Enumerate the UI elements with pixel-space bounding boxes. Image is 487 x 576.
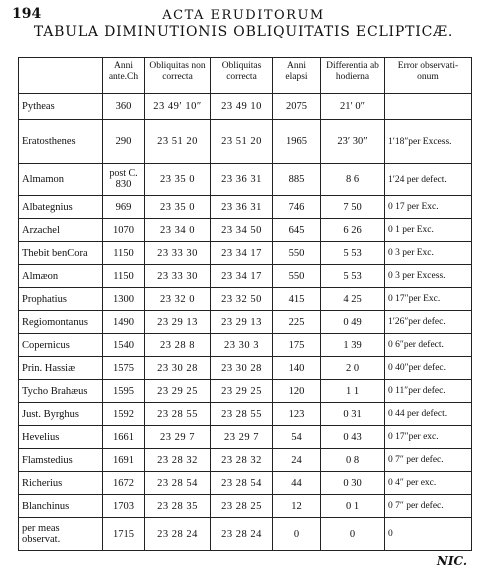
page-number: 194 xyxy=(12,6,42,22)
difference-value: 5 53 xyxy=(321,265,385,288)
table-row xyxy=(19,120,472,164)
year-value: 1540 xyxy=(113,339,134,351)
year-cell xyxy=(103,380,145,403)
observation-error: 0 6″per defect. xyxy=(385,334,472,357)
observation-error: 1′24 per defect. xyxy=(385,164,472,196)
years-elapsed: 44 xyxy=(273,472,321,495)
obliquity-correcta: 23 36 31 xyxy=(211,196,273,219)
difference-value: 0 31 xyxy=(321,403,385,426)
difference-value: 23′ 30″ xyxy=(321,120,385,164)
years-elapsed: 0 xyxy=(273,518,321,551)
col-header-name xyxy=(19,58,103,94)
table-row xyxy=(19,472,472,495)
year-value: 830 xyxy=(115,179,132,190)
obliquity-correcta: 23 36 31 xyxy=(211,164,273,196)
observation-error: 0 17 per Exc. xyxy=(385,196,472,219)
difference-value: 6 26 xyxy=(321,219,385,242)
obliquity-correcta: 23 29 13 xyxy=(211,311,273,334)
observer-name: Prin. Hassiæ xyxy=(19,357,103,380)
observation-error: 0 1 per Exc. xyxy=(385,219,472,242)
table-row xyxy=(19,265,472,288)
obliquity-non-correcta: 23 33 30 xyxy=(145,242,211,265)
obliquity-correcta: 23 30 28 xyxy=(211,357,273,380)
year-value: 290 xyxy=(115,136,132,147)
obliquity-correcta: 23 28 55 xyxy=(211,403,273,426)
obliquity-non-correcta: 23 28 55 xyxy=(145,403,211,426)
observation-error: 0 3 per Excess. xyxy=(385,265,472,288)
obliquity-correcta: 23 34 50 xyxy=(211,219,273,242)
observer-name: Almæon xyxy=(19,265,103,288)
observer-name: Richerius xyxy=(19,472,103,495)
year-value: 1300 xyxy=(113,293,134,305)
year-value: 1661 xyxy=(113,431,134,443)
obliquity-correcta: 23 34 17 xyxy=(211,242,273,265)
era-label: post C. xyxy=(109,168,138,179)
table-row xyxy=(19,219,472,242)
year-cell xyxy=(103,196,145,219)
obliquity-correcta: 23 34 17 xyxy=(211,265,273,288)
years-elapsed: 123 xyxy=(273,403,321,426)
year-cell xyxy=(103,426,145,449)
years-elapsed: 12 xyxy=(273,495,321,518)
obliquity-non-correcta: 23 49′ 10″ xyxy=(145,94,211,120)
observation-error xyxy=(385,94,472,120)
difference-value: 0 8 xyxy=(321,449,385,472)
observation-error: 0 17″per Exc. xyxy=(385,288,472,311)
year-value: 1592 xyxy=(113,408,134,420)
year-value: 1490 xyxy=(113,316,134,328)
difference-value: 21′ 0″ xyxy=(321,94,385,120)
col-header-correcta: Obliquitas correcta xyxy=(211,58,273,94)
observation-error: 0 xyxy=(385,518,472,551)
years-elapsed: 140 xyxy=(273,357,321,380)
observation-error: 0 7″ per defec. xyxy=(385,495,472,518)
table-row xyxy=(19,164,472,196)
table-row xyxy=(19,449,472,472)
year-cell xyxy=(103,403,145,426)
col-header-non-correcta: Obliquitas non correcta xyxy=(145,58,211,94)
obliquity-non-correcta: 23 28 24 xyxy=(145,518,211,551)
year-value: 1703 xyxy=(113,500,134,512)
obliquity-non-correcta: 23 51 20 xyxy=(145,120,211,164)
obliquity-correcta: 23 29 25 xyxy=(211,380,273,403)
table-row xyxy=(19,288,472,311)
observer-name: Albategnius xyxy=(19,196,103,219)
table-row xyxy=(19,242,472,265)
obliquity-non-correcta: 23 30 28 xyxy=(145,357,211,380)
observer-name: Prophatius xyxy=(19,288,103,311)
years-elapsed: 746 xyxy=(273,196,321,219)
table-title: TABULA DIMINUTIONIS OBLIQUITATIS ECLIPTICÆ. xyxy=(33,24,454,40)
observer-name: Arzachel xyxy=(19,219,103,242)
obliquity-non-correcta: 23 28 8 xyxy=(145,334,211,357)
observation-error: 1′18″per Excess. xyxy=(385,120,472,164)
obliquity-non-correcta: 23 35 0 xyxy=(145,164,211,196)
year-cell xyxy=(103,219,145,242)
table-row xyxy=(19,403,472,426)
table-row xyxy=(19,426,472,449)
observer-name: per meas observat. xyxy=(19,518,103,551)
obliquity-non-correcta: 23 29 13 xyxy=(145,311,211,334)
difference-value: 0 xyxy=(321,518,385,551)
year-cell xyxy=(103,164,145,196)
observer-name: Thebit benCora xyxy=(19,242,103,265)
years-elapsed: 24 xyxy=(273,449,321,472)
table-row xyxy=(19,311,472,334)
obliquity-correcta: 23 28 24 xyxy=(211,518,273,551)
observer-name: Pytheas xyxy=(19,94,103,120)
observer-name: Copernicus xyxy=(19,334,103,357)
year-value: 1691 xyxy=(113,454,134,466)
obliquity-table xyxy=(18,57,472,551)
years-elapsed: 885 xyxy=(273,164,321,196)
col-header-year: Anni ante.Ch xyxy=(103,58,145,94)
year-cell xyxy=(103,311,145,334)
obliquity-non-correcta: 23 34 0 xyxy=(145,219,211,242)
year-value: 1715 xyxy=(113,528,134,540)
year-cell xyxy=(103,357,145,380)
observation-error: 0 7″ per defec. xyxy=(385,449,472,472)
table-row xyxy=(19,495,472,518)
observation-error: 0 40″per defec. xyxy=(385,357,472,380)
difference-value: 0 1 xyxy=(321,495,385,518)
running-head: ACTA ERUDITORUM xyxy=(162,8,325,23)
obliquity-correcta: 23 28 25 xyxy=(211,495,273,518)
obliquity-non-correcta: 23 29 7 xyxy=(145,426,211,449)
table-row xyxy=(19,196,472,219)
obliquity-correcta: 23 51 20 xyxy=(211,120,273,164)
observer-name: Regiomontanus xyxy=(19,311,103,334)
year-cell xyxy=(103,242,145,265)
observation-error: 1′26″per defec. xyxy=(385,311,472,334)
catchword: NIC. xyxy=(436,554,467,568)
table-row xyxy=(19,518,472,551)
year-value: 1150 xyxy=(113,247,134,259)
col-header-diff: Differentia ab hodierna xyxy=(321,58,385,94)
difference-value: 0 30 xyxy=(321,472,385,495)
obliquity-non-correcta: 23 28 32 xyxy=(145,449,211,472)
table-row xyxy=(19,357,472,380)
observer-name: Hevelius xyxy=(19,426,103,449)
years-elapsed: 550 xyxy=(273,265,321,288)
years-elapsed: 2075 xyxy=(273,94,321,120)
difference-value: 4 25 xyxy=(321,288,385,311)
year-cell xyxy=(103,495,145,518)
obliquity-non-correcta: 23 35 0 xyxy=(145,196,211,219)
year-cell xyxy=(103,94,145,120)
table-row xyxy=(19,94,472,120)
years-elapsed: 225 xyxy=(273,311,321,334)
year-cell xyxy=(103,472,145,495)
years-elapsed: 1965 xyxy=(273,120,321,164)
year-cell xyxy=(103,120,145,164)
obliquity-non-correcta: 23 28 35 xyxy=(145,495,211,518)
obliquity-correcta: 23 28 32 xyxy=(211,449,273,472)
observation-error: 0 44 per defect. xyxy=(385,403,472,426)
year-cell xyxy=(103,518,145,551)
year-cell xyxy=(103,334,145,357)
years-elapsed: 120 xyxy=(273,380,321,403)
obliquity-non-correcta: 23 33 30 xyxy=(145,265,211,288)
obliquity-non-correcta: 23 32 0 xyxy=(145,288,211,311)
difference-value: 1 1 xyxy=(321,380,385,403)
year-value: 1575 xyxy=(113,362,134,374)
year-value: 1070 xyxy=(113,224,134,236)
difference-value: 0 49 xyxy=(321,311,385,334)
difference-value: 5 53 xyxy=(321,242,385,265)
year-value: 360 xyxy=(115,101,132,112)
obliquity-non-correcta: 23 28 54 xyxy=(145,472,211,495)
obliquity-correcta: 23 32 50 xyxy=(211,288,273,311)
years-elapsed: 645 xyxy=(273,219,321,242)
col-header-elapsi: Anni elapsi xyxy=(273,58,321,94)
observation-error: 0 11″per defec. xyxy=(385,380,472,403)
years-elapsed: 550 xyxy=(273,242,321,265)
obliquity-correcta: 23 30 3 xyxy=(211,334,273,357)
year-value: 969 xyxy=(115,201,132,213)
col-header-error: Error observati-onum xyxy=(385,58,472,94)
observer-name: Tycho Brahæus xyxy=(19,380,103,403)
observation-error: 0 3 per Exc. xyxy=(385,242,472,265)
observation-error: 0 4″ per exc. xyxy=(385,472,472,495)
obliquity-correcta: 23 28 54 xyxy=(211,472,273,495)
difference-value: 2 0 xyxy=(321,357,385,380)
year-value: 1150 xyxy=(113,270,134,282)
year-cell xyxy=(103,288,145,311)
observer-name: Blanchinus xyxy=(19,495,103,518)
difference-value: 8 6 xyxy=(321,164,385,196)
obliquity-correcta: 23 29 7 xyxy=(211,426,273,449)
table-row xyxy=(19,380,472,403)
year-cell xyxy=(103,265,145,288)
obliquity-non-correcta: 23 29 25 xyxy=(145,380,211,403)
year-cell xyxy=(103,449,145,472)
observer-name: Eratosthenes xyxy=(19,120,103,164)
table-row xyxy=(19,334,472,357)
year-value: 1672 xyxy=(113,477,134,489)
years-elapsed: 54 xyxy=(273,426,321,449)
difference-value: 1 39 xyxy=(321,334,385,357)
observer-name: Flamstedius xyxy=(19,449,103,472)
years-elapsed: 415 xyxy=(273,288,321,311)
observation-error: 0 17″per exc. xyxy=(385,426,472,449)
observer-name: Just. Byrghus xyxy=(19,403,103,426)
obliquity-correcta: 23 49 10 xyxy=(211,94,273,120)
difference-value: 0 43 xyxy=(321,426,385,449)
difference-value: 7 50 xyxy=(321,196,385,219)
year-value: 1595 xyxy=(113,385,134,397)
years-elapsed: 175 xyxy=(273,334,321,357)
observer-name: Almamon xyxy=(19,164,103,196)
table-header-row xyxy=(19,58,472,94)
